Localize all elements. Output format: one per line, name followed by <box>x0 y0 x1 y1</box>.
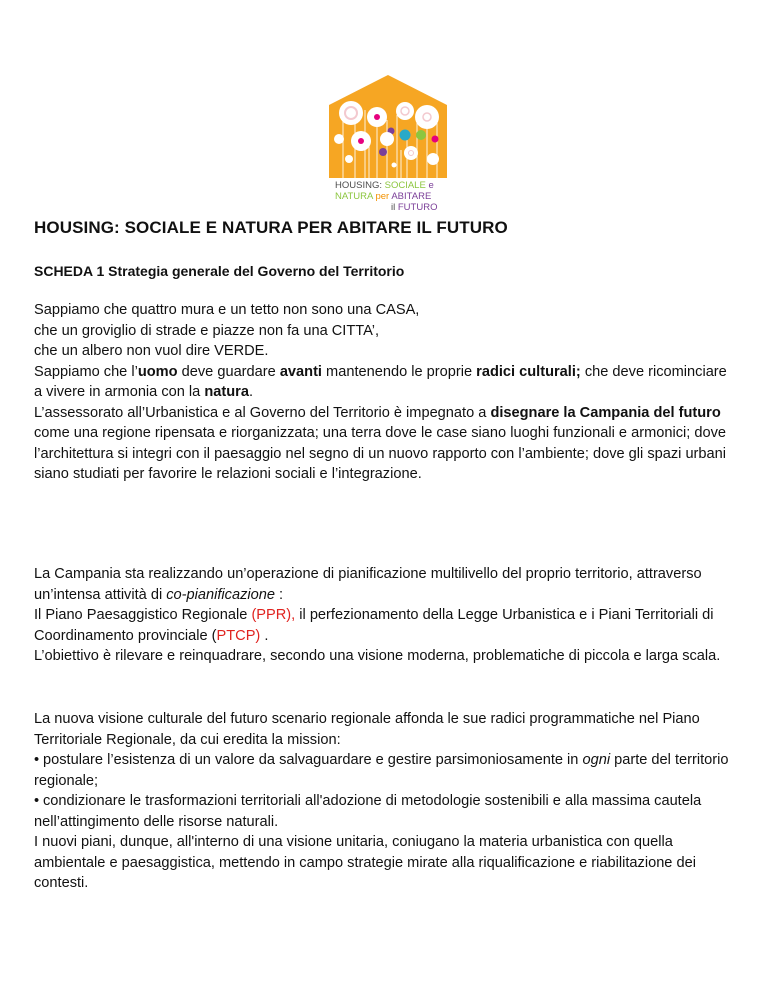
planning-line-3: L’obiettivo è rilevare e reinquadrare, secondo una visione moderna, problematiche di piccola e larga scala. <box>34 648 721 664</box>
bullet-icon: • <box>34 752 40 768</box>
section-heading: SCHEDA 1 Strategia generale del Governo del Territorio <box>34 263 405 279</box>
intro-line-2: che un groviglio di strade e piazze non fa una CITTA’, <box>34 322 380 339</box>
logo-line1-c: e <box>425 180 434 191</box>
logo-line2-a: NATURA <box>335 191 373 202</box>
planning-line-1: La Campania sta realizzando un’operazione di pianificazione multilivello del proprio territorio, attraverso un’intensa attività di co-pianificazione : <box>34 566 702 603</box>
housing-logo <box>329 75 447 213</box>
intro-paragraph <box>34 300 734 485</box>
intro-line-4: Sappiamo che l’uomo deve guardare avanti mantenendo le proprie radici culturali; che deve ricominciare a vivere in armonia con la natura. <box>34 363 727 400</box>
svg-text:NATURA per ABITARE <box>335 191 431 202</box>
document-title: HOUSING: SOCIALE E NATURA PER ABITARE IL FUTURO <box>34 218 508 237</box>
mission-intro: La nuova visione culturale del futuro scenario regionale affonda le sue radici programmatiche nel Piano Territoriale Regionale, da cui eredita la mission: <box>34 711 700 748</box>
ppr-acronym: (PPR), <box>251 607 296 623</box>
intro-line-3: che un albero non vuol dire VERDE. <box>34 343 269 359</box>
logo-line1-a: HOUSING: <box>335 180 385 191</box>
mission-conclusion: I nuovi piani, dunque, all'interno di una visione unitaria, coniugano la materia urbanistica con quella ambientale e paesaggistica, mettendo in campo strategie mirate alla riqualificazione e riabilitazione dei contesti. <box>34 834 696 891</box>
planning-paragraph <box>34 564 734 667</box>
intro-line-1: Sappiamo che quattro mura e un tetto non sono una CASA, <box>34 302 420 318</box>
svg-text:il FUTURO <box>391 202 437 213</box>
intro-line-5: L’assessorato all’Urbanistica e al Governo del Territorio è impegnato a disegnare la Campania del futuro come una regione ripensata e riorganizzata; una terra dove le case siano luoghi funzionali e armonici; dove l’architettura si integri con il paesaggio nel segno di un nuovo rapporto con l’ambiente; dove gli spazi urbani siano studiati per favorire le relazioni sociali e l’integrazione. <box>34 404 727 482</box>
mission-bullet-1: • postulare l’esistenza di un valore da salvaguardare e gestire parsimoniosamente in ogni parte del territorio regionale; <box>34 752 729 789</box>
logo-line2-c: ABITARE <box>391 191 432 202</box>
svg-text:HOUSING: SOCIALE e <box>335 180 434 191</box>
logo-line2-b: per <box>372 191 392 202</box>
logo-line3-b: FUTURO <box>397 202 438 213</box>
bullet-icon: • <box>34 793 40 809</box>
logo-line1-b: SOCIALE <box>384 180 426 191</box>
logo-line3-a: il <box>391 202 398 213</box>
planning-line-2: Il Piano Paesaggistico Regionale (PPR), il perfezionamento della Legge Urbanistica e i Piani Territoriali di Coordinamento provinciale (PTCP) . <box>34 607 714 644</box>
ptcp-acronym: PTCP) <box>216 627 261 644</box>
mission-paragraph <box>34 709 734 894</box>
mission-bullet-2: • condizionare le trasformazioni territoriali all'adozione di metodologie sostenibili e alla massima cautela nell’attingimento delle risorse naturali. <box>34 793 702 830</box>
